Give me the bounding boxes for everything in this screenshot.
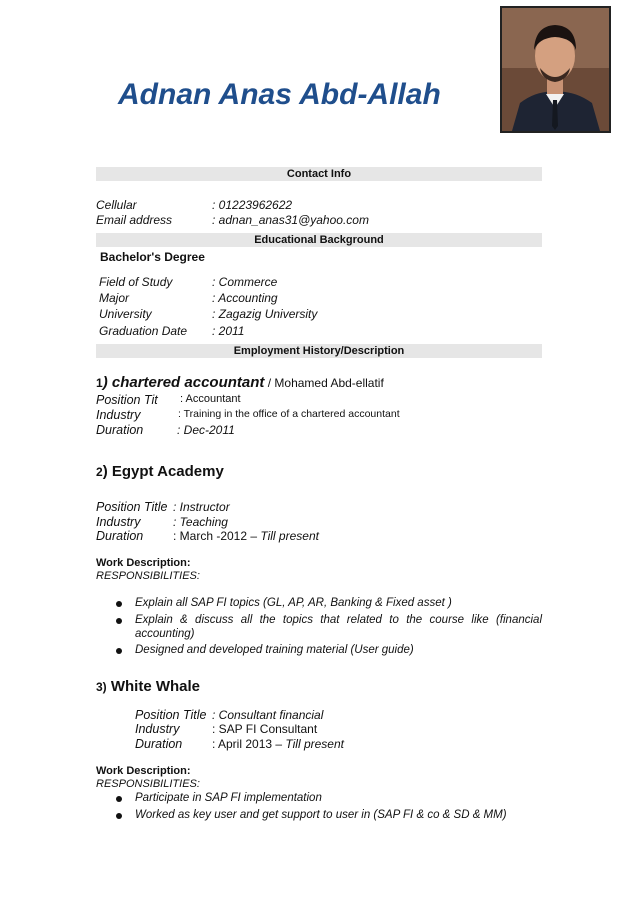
job-value: : Dec-2011 (177, 423, 235, 437)
job-value: : Accountant (180, 393, 241, 405)
job-row (135, 722, 535, 737)
bullet-icon (116, 648, 122, 654)
candidate-name: Adnan Anas Abd-Allah (118, 78, 441, 111)
job-3-title (96, 678, 200, 696)
job-value: : Instructor (173, 500, 230, 514)
job-label: Industry (96, 408, 141, 422)
responsibility-item: Designed and developed training material (User guide) (135, 644, 414, 656)
cellular-value: : 01223962622 (212, 198, 293, 212)
education-heading: Educational Background (96, 233, 542, 247)
edu-value: : Commerce (212, 275, 278, 289)
job-row (96, 423, 536, 438)
job-value (173, 529, 319, 543)
edu-row (99, 291, 539, 306)
job-number: 1 (96, 376, 103, 390)
job-company: ) Egypt Academy (102, 463, 224, 480)
edu-value: : 2011 (212, 324, 245, 338)
email-value: : adnan_anas31@yahoo.com (212, 213, 369, 227)
edu-label: Graduation Date (99, 324, 188, 338)
work-description-label: Work Description: (96, 765, 191, 777)
cellular-label: Cellular (96, 198, 137, 212)
job-value: : Training in the office of a chartered accountant (178, 408, 400, 420)
job-label: Duration (96, 529, 144, 543)
job-number: 2 (96, 465, 103, 479)
job-label: Duration (135, 737, 183, 751)
job-row (96, 408, 536, 423)
job-row (135, 737, 535, 752)
edu-row (99, 324, 539, 339)
job-row (135, 708, 535, 723)
edu-row (99, 275, 539, 290)
profile-photo (500, 6, 611, 133)
edu-value: : Accounting (212, 291, 278, 305)
bullet-icon (116, 601, 122, 607)
edu-row (99, 307, 539, 322)
edu-value: : Zagazig University (212, 307, 318, 321)
job-company: ) chartered accountant (102, 374, 265, 391)
email-label: Email address (96, 213, 173, 227)
job-label: Industry (135, 722, 180, 736)
job-value: : Teaching (173, 515, 228, 529)
duration-start: : March -2012 – (173, 529, 261, 543)
job-row (96, 500, 536, 515)
duration-end: Till present (285, 737, 344, 751)
job-company: White Whale (106, 678, 201, 695)
job-label: Position Title (135, 708, 207, 722)
responsibility-item: Participate in SAP FI implementation (135, 792, 322, 804)
job-row (96, 529, 536, 544)
job-label: Duration (96, 423, 144, 437)
responsibilities-label: RESPONSIBILITIES: (96, 570, 200, 582)
bullet-icon (116, 618, 122, 624)
job-value (212, 737, 344, 751)
job-label: Industry (96, 515, 141, 529)
employment-heading: Employment History/Description (96, 344, 542, 358)
job-number: 3) (96, 680, 107, 694)
job-label: Position Tit (96, 393, 158, 407)
job-value: : SAP FI Consultant (212, 722, 318, 736)
job-row (96, 393, 536, 408)
job-value: : Consultant financial (212, 708, 324, 722)
edu-label: Major (99, 291, 130, 305)
duration-start: : April 2013 – (212, 737, 286, 751)
responsibility-item: Explain all SAP FI topics (GL, AP, AR, Banking & Fixed asset ) (135, 597, 452, 609)
work-description-label: Work Description: (96, 557, 191, 569)
cellular-row (96, 198, 542, 213)
degree-title: Bachelor's Degree (100, 250, 205, 264)
job-label: Position Title (96, 500, 168, 514)
edu-label: University (99, 307, 152, 321)
job-company-suffix: / Mohamed Abd-ellatif (264, 376, 384, 390)
responsibility-item: Explain & discuss all the topics that related to the course like (financial accounting) (135, 614, 542, 640)
portrait-image (502, 8, 609, 131)
job-2-title (96, 463, 224, 481)
job-1-title (96, 374, 384, 392)
bullet-icon (116, 796, 122, 802)
responsibility-item: Worked as key user and get support to user in (SAP FI & co & SD & MM) (135, 809, 507, 821)
contact-info-heading: Contact Info (96, 167, 542, 181)
edu-label: Field of Study (99, 275, 173, 289)
email-row (96, 213, 542, 228)
duration-end: Till present (260, 529, 319, 543)
responsibilities-label: RESPONSIBILITIES: (96, 778, 200, 790)
job-row (96, 515, 536, 530)
bullet-icon (116, 813, 122, 819)
